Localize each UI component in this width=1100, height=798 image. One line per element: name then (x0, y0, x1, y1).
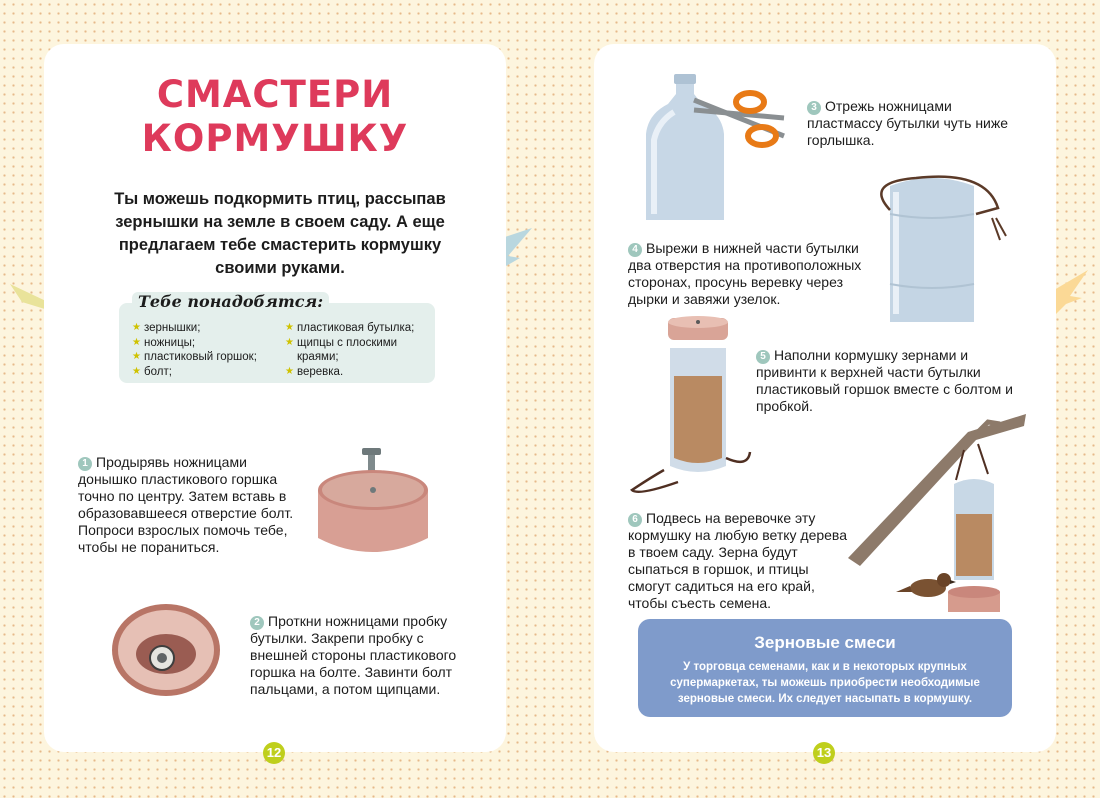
step-4-text: Вырежи в нижней части бутылки два отверстия на противоположных сторонах, просунь веревку через дырки и завяжи узелок. (628, 240, 862, 307)
right-page (594, 44, 1056, 760)
step-5 (756, 347, 1018, 415)
filled-bottle-illustration (630, 318, 758, 498)
supply-item: ★ болт; (132, 365, 172, 378)
supply-item: ★ пластиковая бутылка; (285, 322, 415, 334)
info-box-text: У торговца семенами, как и в некоторых крупных супермаркетах, ты можешь приобрести необходимые зерновые смеси. Их следует насыпать в кормушку. (670, 661, 980, 705)
step-2 (250, 613, 482, 698)
supplies-list-2 (285, 321, 425, 379)
supply-item: ★ щипцы с плоскими краями; (285, 336, 398, 363)
step-number-badge: 6 (628, 513, 642, 527)
star-bullet-icon: ★ (132, 336, 141, 348)
branch-icon (848, 414, 1026, 566)
supplies-box (119, 303, 435, 383)
page-title-line-2: КОРМУШКУ (141, 117, 409, 160)
sparrow-icon (896, 573, 956, 597)
step-6-text: Подвесь на веревочке эту кормушку на любую ветку дерева в твоем саду. Зерна будут сыпаться в горшок, и птицы смогут садиться на его край, чтобы съесть семена. (628, 510, 847, 611)
info-box-title: Зерновые смеси (754, 633, 896, 652)
supply-item: ★ пластиковый горшок; (132, 351, 257, 363)
step-3 (807, 98, 1027, 149)
supply-item: ★ зернышки; (132, 322, 201, 334)
step-number-badge: 2 (250, 616, 264, 630)
supplies-list-1 (132, 321, 282, 379)
step-6 (628, 510, 850, 612)
page-number: 13 (813, 742, 835, 764)
cut-bottle-with-string-illustration (876, 174, 1016, 324)
page-number: 12 (263, 742, 285, 764)
flower-pot-with-bolt-illustration (310, 446, 436, 560)
supplies-title: Тебе понадобятся: (132, 292, 329, 311)
supply-item: ★ ножницы; (132, 336, 196, 349)
step-2-text: Проткни ножницами пробку бутылки. Закрепи пробку с внешней стороны пластикового горшка на болте. Завинти болт пальцами, а потом щипцами. (250, 613, 457, 697)
pot-with-cap-illustration (110, 596, 222, 700)
step-1-text: Продырявь ножницами донышко пластикового горшка точно по центру. Затем вставь в образовавшееся отверстие болт. Попроси взрослых помочь тебе, чтобы не пораниться. (78, 454, 294, 555)
star-bullet-icon: ★ (285, 336, 294, 348)
star-bullet-icon: ★ (132, 365, 141, 377)
star-bullet-icon: ★ (285, 365, 294, 377)
step-number-badge: 3 (807, 101, 821, 115)
step-number-badge: 5 (756, 350, 770, 364)
step-3-text: Отрежь ножницами пластмассу бутылки чуть ниже горлышка. (807, 98, 1009, 148)
supply-item: ★ веревка. (285, 365, 344, 378)
intro-text: Ты можешь подкормить птиц, рассыпав зернышки на земле в своем саду. А еще предлагаем тебе смастерить кормушку своими руками. (114, 190, 446, 277)
step-4 (628, 240, 878, 308)
step-5-text: Наполни кормушку зернами и привинти к верхней части бутылки пластиковый горшок вместе с болтом и пробкой. (756, 347, 1014, 414)
star-bullet-icon: ★ (132, 351, 141, 362)
step-number-badge: 1 (78, 457, 92, 471)
page-title-line-1: СМАСТЕРИ (156, 73, 394, 116)
star-bullet-icon: ★ (285, 322, 294, 333)
left-page (44, 44, 506, 760)
step-number-badge: 4 (628, 243, 642, 257)
bottle-with-scissors-illustration (634, 74, 794, 220)
step-1 (78, 454, 302, 556)
hanging-feeder-illustration (848, 414, 1028, 614)
star-bullet-icon: ★ (132, 322, 141, 333)
grain-mix-info-box (638, 619, 1012, 717)
